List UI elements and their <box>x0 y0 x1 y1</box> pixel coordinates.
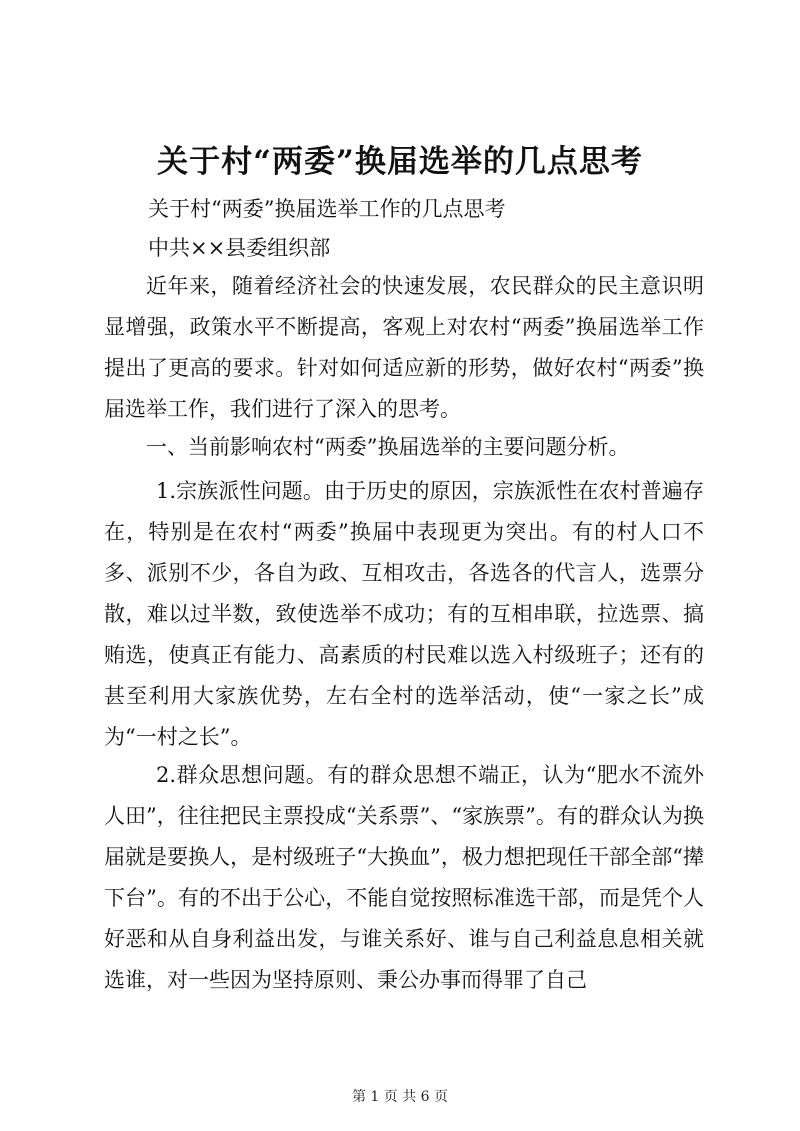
document-subtitle: 关于村“两委”换届选举工作的几点思考 <box>148 197 506 221</box>
numbered-paragraph-2: 2.群众思想问题。有的群众思想不端正，认为“肥水不流外人田”，往往把民主票投成“关系票”、“家族票”。有的群众认为换届就是要换人，是村级班子“大换血”，极力想把现任干部全部“撵下台”。有的不出于公心，不能自觉按照标准选干部，而是凭个人好恶和从自身利益出发，与谁关系好、谁与自己利益息息相关就选谁，对一些因为坚持原则、秉公办事而得罪了自己 <box>104 763 704 992</box>
section-heading: 一、当前影响农村“两委”换届选举的主要问题分析。 <box>146 435 630 459</box>
document-title: 关于村“两委”换届选举的几点思考 <box>157 144 643 180</box>
page-footer: 第 1 页 共 6 页 <box>351 1089 449 1105</box>
numbered-paragraph-1: 1.宗族派性问题。由于历史的原因，宗族派性在农村普遍存在，特别是在农村“两委”换届中表现更为突出。有的村人口不多、派别不少，各自为政、互相攻击，各选各的代言人，选票分散，难以过半数，致使选举不成功；有的互相串联，拉选票、搞贿选，使真正有能力、高素质的村民难以选入村级班子；还有的甚至利用大家族优势，左右全村的选举活动，使“一家之长”成为“一村之长”。 <box>104 479 704 749</box>
issuing-organization: 中共××县委组织部 <box>148 236 331 260</box>
intro-paragraph: 近年来，随着经济社会的快速发展，农民群众的民主意识明显增强，政策水平不断提高，客观上对农村“两委”换届选举工作提出了更高的要求。针对如何适应新的形势，做好农村“两委”换届选举工作，我们进行了深入的思考。 <box>104 274 704 421</box>
